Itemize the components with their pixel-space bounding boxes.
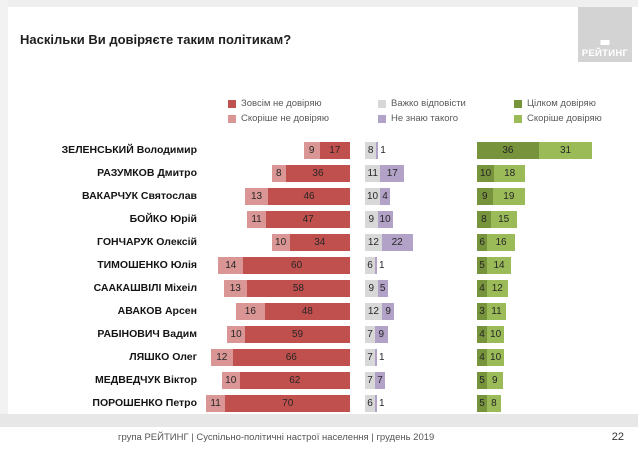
bar-segment: 58 <box>247 280 350 297</box>
bar-segment: 16 <box>236 303 265 320</box>
bar-zone-neutral <box>365 326 477 343</box>
row-label: ТИМОШЕНКО Юлія <box>97 259 197 271</box>
legend-label: Скоріше довіряю <box>527 113 602 124</box>
bar-segment: 5 <box>477 395 487 412</box>
bar-segment: 10 <box>222 372 240 389</box>
bar-segment: 7 <box>375 372 385 389</box>
chart-row <box>0 254 638 277</box>
bar-segment: 9 <box>304 142 320 159</box>
bar-zone-distrust <box>200 234 350 251</box>
bar-segment: 8 <box>487 395 501 412</box>
bar-segment: 6 <box>365 257 375 274</box>
bar-zone-distrust <box>200 257 350 274</box>
bar-segment: 6 <box>365 395 375 412</box>
bar-zone-neutral <box>365 372 477 389</box>
bar-segment: 34 <box>290 234 351 251</box>
bar-segment: 4 <box>380 188 390 205</box>
bar-segment: 9 <box>382 303 395 320</box>
bar-segment: 11 <box>365 165 380 182</box>
bar-segment: 10 <box>487 326 504 343</box>
bar-zone-distrust <box>200 211 350 228</box>
bar-zone-distrust <box>200 280 350 297</box>
legend-column-trust <box>514 96 602 126</box>
bar-segment: 9 <box>487 372 503 389</box>
bar-segment: 22 <box>382 234 413 251</box>
bar-zone-trust <box>477 303 635 320</box>
legend-chip-light-green <box>514 115 522 123</box>
rating-logo-mark-icon <box>601 40 610 45</box>
bar-zone-trust <box>477 326 635 343</box>
bar-segment: 70 <box>225 395 350 412</box>
bar-segment: 14 <box>487 257 511 274</box>
bar-segment: 12 <box>365 303 382 320</box>
bar-segment: 7 <box>365 349 375 366</box>
bar-segment: 10 <box>365 188 380 205</box>
legend-label: Скоріше не довіряю <box>241 113 329 124</box>
bar-segment: 7 <box>365 372 375 389</box>
bar-segment: 7 <box>365 326 375 343</box>
bar-zone-neutral <box>365 211 477 228</box>
bar-zone-trust <box>477 142 635 159</box>
legend-label: Цілком довіряю <box>527 98 596 109</box>
legend-chip-dark-green <box>514 100 522 108</box>
bar-zone-distrust <box>200 349 350 366</box>
chart-row <box>0 300 638 323</box>
bar-segment-value: 1 <box>380 145 386 156</box>
bar-segment: 3 <box>477 303 487 320</box>
legend-label: Важко відповісти <box>391 98 466 109</box>
row-label: СААКАШВІЛІ Міхеіл <box>93 282 197 294</box>
row-label: АВАКОВ Арсен <box>117 305 197 317</box>
bar-segment-value: 1 <box>379 352 385 363</box>
legend-item <box>378 111 466 126</box>
chart-row <box>0 139 638 162</box>
chart-row <box>0 369 638 392</box>
bar-segment <box>375 349 377 366</box>
bar-zone-neutral <box>365 257 477 274</box>
bar-zone-neutral <box>365 395 477 412</box>
bar-segment: 59 <box>245 326 350 343</box>
bar-zone-trust <box>477 349 635 366</box>
bar-zone-distrust <box>200 142 350 159</box>
legend-column-neutral <box>378 96 466 126</box>
legend-item <box>514 111 602 126</box>
bar-segment: 10 <box>487 349 504 366</box>
bar-zone-trust <box>477 211 635 228</box>
bar-zone-distrust <box>200 188 350 205</box>
bar-segment: 5 <box>477 372 487 389</box>
bar-zone-distrust <box>200 303 350 320</box>
row-label: ГОНЧАРУК Олексій <box>97 236 197 248</box>
bar-zone-neutral <box>365 280 477 297</box>
bar-zone-trust <box>477 188 635 205</box>
bar-segment <box>375 257 377 274</box>
bar-segment: 9 <box>477 188 493 205</box>
chart-row <box>0 162 638 185</box>
chart-row <box>0 323 638 346</box>
legend-label: Не знаю такого <box>391 113 459 124</box>
bar-segment: 13 <box>224 280 247 297</box>
chart-row <box>0 185 638 208</box>
bar-segment: 8 <box>477 211 491 228</box>
legend-item <box>378 96 466 111</box>
bar-segment: 17 <box>320 142 350 159</box>
bar-segment: 10 <box>227 326 245 343</box>
chart-row <box>0 208 638 231</box>
row-label: ЗЕЛЕНСЬКИЙ Володимир <box>61 144 197 156</box>
legend-chip-light-red <box>228 115 236 123</box>
row-label: БОЙКО Юрій <box>129 213 197 225</box>
row-label: МЕДВЕДЧУК Віктор <box>95 374 197 386</box>
bar-segment: 19 <box>493 188 526 205</box>
row-label: РАБІНОВИЧ Вадим <box>97 328 197 340</box>
bar-segment: 13 <box>245 188 268 205</box>
bar-segment: 10 <box>477 165 494 182</box>
legend-chip-gray <box>378 100 386 108</box>
footer-source: група РЕЙТИНГ | Суспільно-політичні настрої населення | грудень 2019 <box>118 432 435 443</box>
page-number: 22 <box>611 431 624 443</box>
bar-segment: 4 <box>477 349 487 366</box>
bar-segment: 31 <box>539 142 592 159</box>
legend-item <box>228 96 329 111</box>
row-label: РАЗУМКОВ Дмитро <box>97 167 197 179</box>
bar-zone-neutral <box>365 303 477 320</box>
bar-zone-trust <box>477 395 635 412</box>
bar-segment: 16 <box>487 234 515 251</box>
bar-zone-neutral <box>365 234 477 251</box>
bar-segment: 11 <box>206 395 226 412</box>
bar-segment: 66 <box>233 349 351 366</box>
rating-logo <box>578 7 632 62</box>
bar-segment-value: 1 <box>379 260 385 271</box>
chart-row <box>0 231 638 254</box>
chart-legend <box>0 96 638 128</box>
bar-zone-distrust <box>200 372 350 389</box>
bar-zone-distrust <box>200 165 350 182</box>
bar-segment: 5 <box>378 280 388 297</box>
chart-row <box>0 392 638 415</box>
bar-segment: 15 <box>491 211 517 228</box>
rating-logo-text: РЕЙТИНГ <box>581 48 629 59</box>
bar-zone-trust <box>477 165 635 182</box>
bar-segment-value: 1 <box>379 398 385 409</box>
bar-zone-distrust <box>200 395 350 412</box>
bar-segment: 62 <box>240 372 350 389</box>
bar-segment: 14 <box>218 257 243 274</box>
bar-segment <box>376 142 378 159</box>
bar-segment: 46 <box>268 188 350 205</box>
bar-zone-neutral <box>365 142 477 159</box>
bar-segment: 10 <box>378 211 393 228</box>
bar-segment: 6 <box>477 234 487 251</box>
bar-segment: 10 <box>272 234 290 251</box>
legend-item <box>514 96 602 111</box>
legend-item <box>228 111 329 126</box>
bar-segment: 9 <box>365 211 378 228</box>
bar-segment: 11 <box>247 211 267 228</box>
bar-zone-distrust <box>200 326 350 343</box>
bar-segment: 12 <box>365 234 382 251</box>
bar-segment: 12 <box>211 349 232 366</box>
bar-zone-neutral <box>365 188 477 205</box>
bar-segment: 8 <box>272 165 286 182</box>
bar-segment: 36 <box>286 165 350 182</box>
bar-segment: 12 <box>487 280 508 297</box>
legend-chip-purple <box>378 115 386 123</box>
bar-segment: 5 <box>477 257 487 274</box>
bar-segment: 18 <box>494 165 525 182</box>
chart-row <box>0 346 638 369</box>
bar-segment: 36 <box>477 142 539 159</box>
bar-segment: 60 <box>243 257 350 274</box>
bar-segment: 47 <box>266 211 350 228</box>
row-label: ПОРОШЕНКО Петро <box>92 397 197 409</box>
page-title: Наскільки Ви довіряєте таким політикам? <box>20 32 292 47</box>
bar-segment: 4 <box>477 280 487 297</box>
bar-zone-neutral <box>365 165 477 182</box>
bar-zone-trust <box>477 372 635 389</box>
bar-segment: 17 <box>380 165 404 182</box>
legend-label: Зовсім не довіряю <box>241 98 322 109</box>
bar-zone-neutral <box>365 349 477 366</box>
legend-chip-dark-red <box>228 100 236 108</box>
bar-zone-trust <box>477 257 635 274</box>
bar-segment: 9 <box>365 280 378 297</box>
bar-segment: 9 <box>375 326 388 343</box>
chart-row <box>0 277 638 300</box>
bar-segment: 11 <box>487 303 506 320</box>
bar-segment: 8 <box>365 142 376 159</box>
row-label: ЛЯШКО Олег <box>129 351 197 363</box>
chart-rows <box>0 139 638 415</box>
slide-bottom-band <box>0 414 638 427</box>
slide-top-margin <box>0 0 638 7</box>
bar-segment <box>375 395 377 412</box>
bar-segment: 48 <box>265 303 350 320</box>
bar-segment: 4 <box>477 326 487 343</box>
bar-zone-trust <box>477 280 635 297</box>
row-label: ВАКАРЧУК Святослав <box>82 190 197 202</box>
legend-column-distrust <box>228 96 329 126</box>
bar-zone-trust <box>477 234 635 251</box>
